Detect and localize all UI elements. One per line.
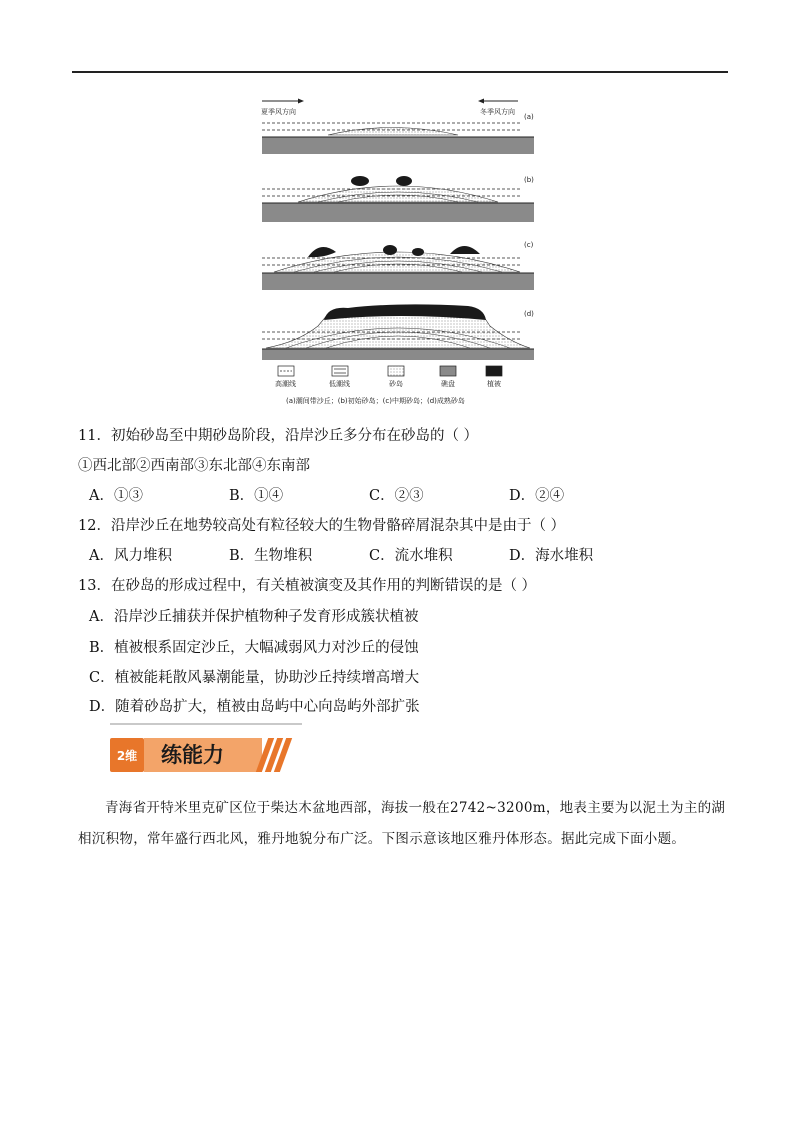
figure-caption: (a)潮间带沙丘；(b)初始砂岛；(c)中期砂岛；(d)成熟砂岛 (286, 397, 465, 405)
panel-b (262, 176, 534, 222)
question-13-option-d[interactable]: D．随着砂岛扩大，植被由岛屿中心向岛屿外部扩张 (89, 699, 420, 715)
question-12-option-b[interactable]: B．生物堆积 (229, 548, 313, 564)
winter-wind-label: 冬季风方向 (480, 108, 515, 116)
question-13-option-b[interactable]: B．植被根系固定沙丘，大幅减弱风力对沙丘的侵蚀 (89, 640, 419, 656)
legend-label-high-tide: 高潮线 (275, 380, 296, 388)
legend-high-tide (275, 366, 296, 388)
section-divider (110, 723, 302, 725)
passage-line-1: 青海省开特米里克矿区位于柴达木盆地西部，海拔一般在2742~3200m，地表主要为以泥土为主的湖 (105, 800, 726, 816)
question-11-option-c[interactable]: C．②③ (369, 488, 424, 504)
panel-d-label: (d) (524, 310, 534, 318)
passage (78, 794, 728, 823)
question-12-option-c[interactable]: C．流水堆积 (369, 548, 453, 564)
question-13-option-c[interactable]: C．植被能耗散风暴潮能量，协助沙丘持续增高增大 (89, 670, 420, 686)
question-12-option-a[interactable]: A．风力堆积 (89, 548, 172, 564)
question-11-option-b[interactable]: B．①④ (229, 488, 284, 504)
question-12-stem: 12．沿岸沙丘在地势较高处有粒径较大的生物骨骼碎屑混杂其中是由于（ ） (78, 518, 566, 534)
question-11-option-a[interactable]: A．①③ (89, 488, 143, 504)
question-13-option-a[interactable]: A．沿岸沙丘捕获并保护植物种子发育形成簇状植被 (89, 609, 419, 625)
section-title: 练能力 (161, 743, 224, 767)
legend-label-vegetation: 植被 (487, 380, 501, 388)
legend-label-reef-flat: 礁盘 (441, 380, 455, 388)
legend-label-low-tide: 低潮线 (329, 380, 350, 388)
question-13-stem: 13．在砂岛的形成过程中，有关植被演变及其作用的判断错误的是（ ） (78, 578, 537, 594)
passage-line-2: 相沉积物，常年盛行西北风，雅丹地貌分布广泛。下图示意该地区雅丹体形态。据此完成下面小题。 (78, 831, 686, 847)
question-11-statements: ①西北部②西南部③东北部④东南部 (78, 458, 310, 474)
panel-c-label: (c) (524, 241, 534, 249)
figure-legend (275, 366, 502, 388)
winter-wind-arrow (478, 99, 518, 104)
legend-reef-flat (440, 366, 456, 388)
question-11-option-d[interactable]: D．②④ (509, 488, 565, 504)
sand-island-diagram (258, 92, 540, 410)
summer-wind-arrow (262, 99, 304, 104)
panel-d (262, 304, 534, 360)
panel-c (262, 241, 534, 290)
legend-vegetation (486, 366, 502, 388)
legend-low-tide (329, 366, 350, 388)
header-rule (72, 71, 728, 73)
section-badge: 2维 (110, 738, 144, 772)
legend-sand-island (388, 366, 404, 388)
panel-a (262, 113, 534, 154)
panel-a-label: (a) (524, 113, 534, 121)
question-11-stem: 11．初始砂岛至中期砂岛阶段，沿岸沙丘多分布在砂岛的（ ） (78, 428, 479, 444)
question-12-option-d[interactable]: D．海水堆积 (509, 548, 594, 564)
passage-continued (78, 825, 728, 854)
panel-b-label: (b) (524, 176, 534, 184)
legend-label-sand-island: 砂岛 (389, 380, 403, 388)
summer-wind-label: 夏季风方向 (261, 108, 296, 116)
